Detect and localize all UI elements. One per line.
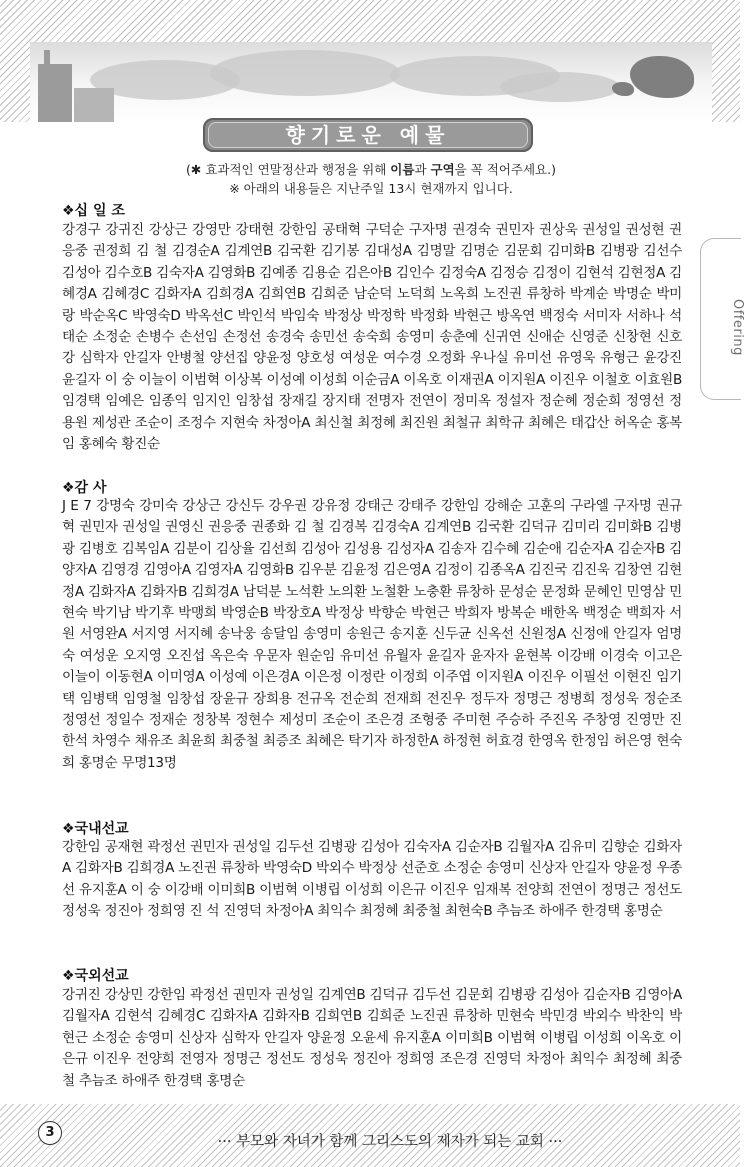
notice-line-1: (✱ 효과적인 연말정산과 행정을 위해 이름과 구역을 꼭 적어주세요.) <box>186 162 556 177</box>
page-title: 향기로운 예물 <box>208 122 528 148</box>
notice-line-2: ※ 아래의 내용들은 지난주일 13시 현재까지 입니다. <box>229 181 513 196</box>
section-names-domestic-mission: 강한임 공재현 곽정선 권민자 권성일 김두선 김병광 김성아 김숙자A 김순자B 김월자A 김유미 김향순 김화자A 김화자B 김희경A 노진권 류창하 박영숙D 박외수 박정상 선준호 소정순 송영미 신상자 안길자 양윤정 우종선 유지훈A 이 숭 이강배 이미희B 이범혁 이병립 이성희 이은규 이진우 임재복 전양희 전연이 정명근 정선도 정성욱 정진아 정희영 진 석 진영덕 차정아A 최익수 최정혜 최중철 최현숙B 추늠조 하애주 한경택 홍명순 <box>62 839 683 920</box>
page-title-box <box>203 118 533 152</box>
section-heading-tithe: ❖십 일 조 <box>62 203 125 219</box>
section-heading-thanks: ❖감 사 <box>62 480 107 496</box>
section-names-overseas-mission: 강귀진 강상민 강한임 곽정선 권민자 권성일 김계연B 김덕규 김두선 김문회 김병광 김성아 김순자B 김영아A 김월자A 김현석 김혜경C 김화자A 김화자B 김희연B 김희준 노진권 류창하 민현숙 박민경 박외수 박찬익 박현근 소정순 송영미 신상자 심학자 안길자 양윤정 오윤세 유지훈A 이미희B 이범혁 이병립 이성희 이옥호 이은규 이진우 전양희 전영자 정명근 정선도 정성욱 정진아 정희영 조은경 진영덕 차정아 최익수 최정혜 최중철 추늠조 하애주 한경택 홍명순 <box>62 987 682 1089</box>
section-heading-domestic-mission: ❖국내선교 <box>62 821 129 837</box>
side-tab-label: Offering <box>730 299 745 356</box>
section-heading-overseas-mission: ❖국외선교 <box>62 968 129 984</box>
section-names-thanks: J E 7 강명숙 강미숙 강상근 강신두 강우권 강유정 강태근 강태주 강한임 강해순 고훈의 구라엘 구자명 권규혁 권민자 권성일 권영신 권응중 권종화 김 철 김경복 김경숙A 김계연B 김국환 김덕규 김미리 김미화B 김병광 김병호 김복임A 김분이 김상율 김선희 김성아 김성용 김성자A 김송자 김수혜 김순애 김순자A 김순자B 김양자A 김영경 김영아A 김영자A 김영화B 김우분 김윤정 김은영A 김정이 김종옥A 김진국 김진욱 김창연 김현정A 김화자A 김화자B 김희경A 남덕분 노석환 노의환 노철환 노충환 류창하 문성순 문정화 문혜인 민영삼 민현숙 박기남 박기후 박맹희 박영순B 박장호A 박정상 박향순 박현근 박희자 방복순 배한옥 백정순 백희자 서 원 서영완A 서지영 서지혜 송낙웅 송달임 송영미 송원근 송지훈 신두균 신옥선 신원정A 신정애 안길자 엄명숙 여성운 오지영 오진섭 옥은숙 우문자 원순임 유미선 유월자 윤길자 윤자자 윤현복 이강배 이경숙 이고은 이늘이 이동현A 이미영A 이성예 이은경A 이은정 이정란 이정희 이주엽 이지원A 이진우 이필선 이현진 임기택 임병택 임영철 임창섭 장윤규 장희용 전규옥 전순희 전재희 전진우 정두자 정명근 정병희 정성욱 정순조 정영선 정일수 정재순 정창복 정현수 제성미 조순이 조은경 조형중 주미현 주승하 주진옥 주창영 진영만 진한석 차영수 채유조 최윤희 최중철 최증조 최혜은 탁기자 하정한A 하정현 허효경 한영옥 한정임 허은영 현숙희 홍명순 무명13명 <box>62 498 682 771</box>
section-names-tithe: 강경구 강귀진 강상근 강영만 강태현 강한임 공태혁 구덕순 구자명 권경숙 권민자 권상욱 권성일 권성현 권응중 권정희 김 철 김경순A 김계연B 김국환 김기봉 김대성A 김명말 김명순 김문회 김미화B 김병광 김선수 김성아 김수호B 김숙자A 김영화B 김예종 김용순 김은아B 김인수 김정숙A 김정승 김정이 김현석 김현정A 김혜경A 김혜경C 김화자A 김희경A 김희연B 김희준 남순덕 노덕희 노옥희 노진권 류창하 박계순 박명순 박미랑 박순옥C 박영숙D 박옥선C 박인석 박임숙 박정상 박정학 박정화 박현근 방옥연 백정숙 서미자 서하나 석태순 소정순 손병수 손선임 손정선 송경숙 송민선 송숙희 송영미 송춘예 신귀연 신애순 신영준 신창현 신호강 심학자 안길자 안병철 양선집 양윤정 양호성 여성운 여수경 오정화 우나실 유미선 유영욱 유형근 윤강진 윤길자 이 숭 이늘이 이범혁 이상복 이성예 이성희 이순금A 이옥호 이재권A 이지원A 이진우 이철호 이효원B 임경택 임예은 임종익 임지인 임창섭 장재길 장지태 전명자 전연이 정미옥 정설자 정순혜 정순희 정영선 정용원 제성관 조순이 조정수 지현숙 차정아A 최신철 최정혜 최진원 최철규 최학규 최혜은 태갑산 허옥순 홍복임 홍혜숙 황진순 <box>62 222 683 453</box>
offering-side-tab <box>700 238 745 400</box>
page-number: 3 <box>38 1121 62 1145</box>
header-banner-image <box>30 42 712 122</box>
footer-slogan: ··· 부모와 자녀가 함께 그리스도의 제자가 되는 교회 ··· <box>217 1134 563 1150</box>
